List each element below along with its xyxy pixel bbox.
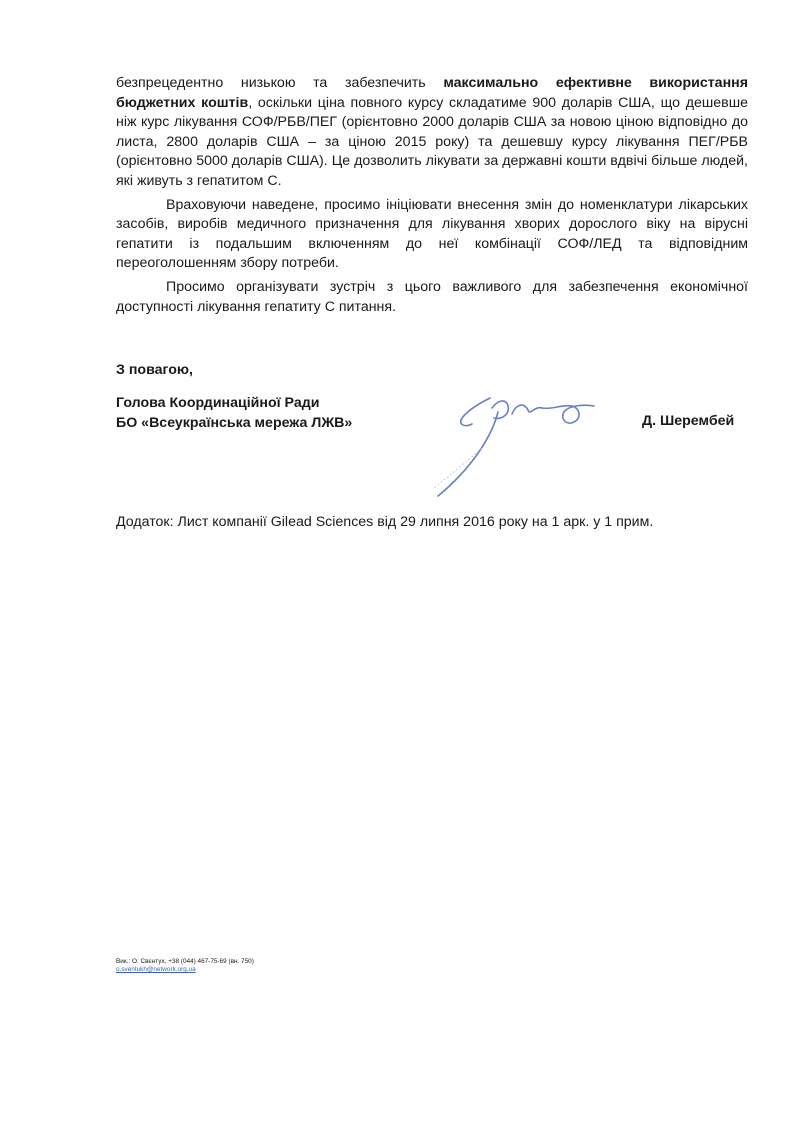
signer-position bbox=[116, 393, 352, 433]
executor-contact: Вик.: О. Свєнтух, +38 (044) 467-75-69 (вн. 750) bbox=[116, 958, 254, 965]
signer-title: Голова Координаційної Ради bbox=[116, 395, 320, 411]
p1-text-end: , оскільки ціна повного курсу складатиме 900 доларів США, що дешевше ніж курс лікування СОФ/РБВ/ПЕГ (орієнтовно 2000 доларів США за новою ціною відповідно до листа, 2800 доларів США – за ціною 2015 року) та дешевшу курсу лікування ПЕГ/РБВ (орієнтовно 5000 доларів США). Це дозволить лікувати за державні кошти вдвічі більше людей, які живуть з гепатитом С. bbox=[116, 94, 748, 189]
handwritten-signature bbox=[412, 388, 612, 504]
body-paragraph-3: Просимо організувати зустріч з цього важливого для забезпечення економічної доступності лікування гепатиту С питання. bbox=[116, 278, 748, 315]
p1-text-start: безпрецедентно низькою та забезпечить bbox=[116, 75, 444, 91]
signer-organization: БО «Всеукраїнська мережа ЛЖВ» bbox=[116, 415, 353, 431]
body-paragraph-2: Враховуючи наведене, просимо ініціювати внесення змін до номенклатури лікарських засобів, виробів медичного призначення для лікування хворих дорослого віку на вірусні гепатити із подальшим включенням до неї комбінації СОФ/ЛЕД та відповідним переоголошенням збору потреби. bbox=[116, 196, 748, 272]
attachment-note: Додаток: Лист компанії Gilead Sciences від 29 липня 2016 року на 1 арк. у 1 прим. bbox=[116, 514, 654, 530]
signer-name: Д. Шерембей bbox=[642, 413, 735, 429]
p1-bold-phrase: максимально ефективне використання бюджетних коштів bbox=[116, 75, 748, 111]
executor-email-link[interactable]: o.sventukh@network.org.ua bbox=[116, 966, 196, 974]
body-paragraph-1 bbox=[116, 74, 748, 192]
footer-executor bbox=[116, 958, 254, 975]
closing-salutation: З повагою, bbox=[116, 362, 193, 378]
letter-body bbox=[116, 74, 748, 317]
